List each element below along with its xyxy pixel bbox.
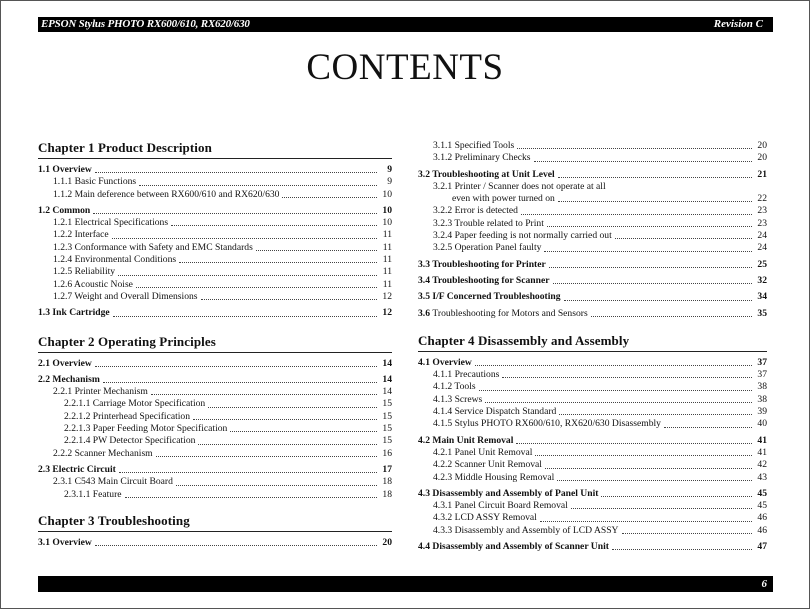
dot-leader — [230, 430, 377, 432]
toc-entry[interactable] — [418, 357, 767, 369]
toc-entry[interactable] — [38, 423, 392, 435]
toc-entry-label: 3.5 I/F Concerned Troubleshooting — [418, 291, 561, 303]
dot-leader — [198, 443, 377, 445]
toc-page-number: 14 — [382, 386, 392, 398]
dot-leader — [622, 532, 753, 534]
toc-page-number: 11 — [382, 254, 392, 266]
toc-entry[interactable] — [38, 164, 392, 176]
toc-page-number: 46 — [757, 512, 767, 524]
toc-entry[interactable] — [38, 266, 392, 278]
toc-entry[interactable] — [418, 242, 767, 254]
dot-leader — [612, 548, 752, 550]
toc-entry-label — [418, 308, 588, 320]
chapter-heading[interactable]: Chapter 2 Operating Principles — [38, 334, 392, 353]
dot-leader — [118, 274, 377, 276]
toc-entry-label: 3.2.5 Operation Panel faulty — [433, 242, 542, 254]
dot-leader — [521, 213, 752, 215]
dot-leader — [282, 196, 377, 198]
toc-entry-label: 1.2.2 Interface — [53, 229, 109, 241]
toc-entry-label: 2.2.1.3 Paper Feeding Motor Specification — [64, 423, 228, 435]
dot-leader — [179, 261, 377, 263]
dot-leader — [547, 225, 752, 227]
toc-page-number: 11 — [382, 266, 392, 278]
toc-entry-label: 4.4 Disassembly and Assembly of Scanner Unit — [418, 541, 609, 553]
toc-entry[interactable] — [38, 242, 392, 254]
toc-entry-label: 1.2.1 Electrical Specifications — [53, 217, 169, 229]
toc-page-number: 32 — [757, 274, 767, 286]
dot-leader — [479, 389, 752, 391]
toc-entry-label: 4.3.1 Panel Circuit Board Removal — [433, 500, 568, 512]
toc-entry[interactable] — [38, 411, 392, 423]
toc-entry[interactable] — [38, 476, 392, 488]
toc-entry[interactable] — [418, 447, 767, 459]
toc-page-number: 38 — [757, 393, 767, 405]
dot-leader — [171, 224, 377, 226]
toc-entry-text: Troubleshooting for Motors and Sensors — [432, 307, 588, 319]
toc-entry[interactable] — [38, 217, 392, 229]
toc-page-number: 18 — [382, 476, 392, 488]
toc-entry-label: 1.2.3 Conformance with Safety and EMC Standards — [53, 241, 253, 253]
toc-page-number: 10 — [382, 217, 392, 229]
toc-entry[interactable] — [418, 275, 767, 287]
toc-page-number: 35 — [757, 307, 767, 319]
dot-leader — [517, 147, 752, 149]
toc-entry[interactable] — [418, 218, 767, 230]
dot-leader — [558, 176, 752, 178]
toc-entry[interactable] — [418, 488, 767, 500]
toc-page-number: 14 — [382, 357, 392, 369]
toc-page-number: 9 — [387, 176, 392, 188]
toc-entry-label: 4.1.4 Service Dispatch Standard — [433, 406, 557, 418]
page-title: CONTENTS — [306, 47, 504, 88]
document-title: EPSON Stylus PHOTO RX600/610, RX620/630 — [41, 18, 250, 30]
chapter-section — [38, 334, 392, 501]
toc-page-number: 18 — [382, 488, 392, 500]
toc-page-number: 46 — [757, 524, 767, 536]
dot-leader — [112, 237, 377, 239]
toc-page-number: 15 — [382, 435, 392, 447]
toc-page-number: 12 — [382, 307, 392, 319]
toc-entry-label: even with power turned on — [452, 193, 555, 205]
toc-entry[interactable] — [38, 307, 392, 319]
toc-entry-label: 4.3.2 LCD ASSY Removal — [433, 512, 537, 524]
toc-page-number: 38 — [757, 381, 767, 393]
toc-entry[interactable] — [38, 448, 392, 460]
toc-entry-label: 2.3.1.1 Feature — [64, 488, 122, 500]
toc-entry-label: 1.2.6 Acoustic Noise — [53, 278, 133, 290]
chapter-heading[interactable]: Chapter 1 Product Description — [38, 140, 392, 159]
toc-entry-label: 4.1.2 Tools — [433, 381, 476, 393]
chapter-section — [418, 140, 767, 320]
toc-entry[interactable] — [418, 259, 767, 271]
toc-page-number: 20 — [757, 140, 767, 151]
dot-leader — [502, 376, 752, 378]
toc-entry[interactable] — [418, 308, 767, 320]
dot-leader — [95, 171, 377, 173]
toc-entry-label: 3.4 Troubleshooting for Scanner — [418, 274, 550, 286]
chapter-heading[interactable]: Chapter 4 Disassembly and Assembly — [418, 333, 767, 352]
toc-page-number: 10 — [382, 204, 392, 216]
toc-entry[interactable] — [38, 374, 392, 386]
dot-leader — [113, 315, 377, 317]
dot-leader — [119, 471, 377, 473]
dot-leader — [558, 200, 752, 202]
toc-entry[interactable] — [418, 381, 767, 393]
toc-entry[interactable] — [418, 140, 767, 152]
toc-entry-label: 1.1.1 Basic Functions — [53, 176, 137, 188]
toc-entry[interactable] — [38, 176, 392, 188]
toc-entry[interactable] — [418, 500, 767, 512]
dot-leader — [125, 496, 377, 498]
toc-entry[interactable] — [38, 254, 392, 266]
toc-entry-label: 4.2 Main Unit Removal — [418, 434, 514, 446]
toc-entry[interactable] — [418, 406, 767, 418]
toc-entry[interactable] — [418, 291, 767, 303]
toc-entry[interactable] — [418, 525, 767, 537]
dot-leader — [545, 467, 752, 469]
dot-leader — [201, 298, 377, 300]
toc-entry[interactable] — [418, 418, 767, 430]
dot-leader — [516, 442, 752, 444]
revision-label: Revision C — [713, 18, 763, 30]
toc-page-number: 45 — [757, 487, 767, 499]
toc-page-number: 14 — [382, 373, 392, 385]
toc-entry-label: 4.2.1 Panel Unit Removal — [433, 446, 533, 458]
toc-entry-label: 4.3.3 Disassembly and Assembly of LCD ASSY — [433, 524, 619, 536]
dot-leader — [193, 418, 377, 420]
chapter-section — [38, 140, 392, 320]
toc-entry-label: 3.2.4 Paper feeding is not normally carried out — [433, 230, 612, 242]
toc-entry[interactable] — [418, 230, 767, 242]
toc-page-number: 12 — [382, 290, 392, 302]
toc-entry-label: 1.2.4 Environmental Conditions — [53, 254, 177, 266]
toc-page-number: 40 — [757, 418, 767, 430]
toc-entry[interactable] — [38, 398, 392, 410]
toc-page-number: 15 — [382, 398, 392, 410]
toc-entry[interactable] — [38, 358, 392, 370]
toc-page-number: 15 — [382, 410, 392, 422]
dot-leader — [208, 406, 377, 408]
toc-page-number: 45 — [757, 500, 767, 512]
toc-entry[interactable] — [418, 512, 767, 524]
dot-leader — [156, 455, 377, 457]
toc-entry-label: 2.2.1.4 PW Detector Specification — [64, 435, 196, 447]
toc-entry[interactable] — [418, 169, 767, 181]
toc-entry-label: 2.3.1 C543 Main Circuit Board — [53, 476, 173, 488]
toc-entry-label: 2.2.1.2 Printerhead Specification — [64, 410, 191, 422]
toc-entry-label: 4.1 Overview — [418, 356, 472, 368]
toc-entry[interactable] — [38, 205, 392, 217]
running-footer — [38, 576, 773, 592]
toc-page-number: 16 — [382, 447, 392, 459]
dot-leader — [564, 299, 752, 301]
toc-entry-label: 1.2.7 Weight and Overall Dimensions — [53, 290, 198, 302]
toc-entry[interactable] — [38, 464, 392, 476]
dot-leader — [485, 401, 752, 403]
dot-leader — [601, 495, 752, 497]
chapter-heading[interactable]: Chapter 3 Troubleshooting — [38, 513, 392, 532]
toc-entry-label: 3.1.2 Preliminary Checks — [433, 152, 531, 164]
toc-entry-label: 1.3 Ink Cartridge — [38, 307, 110, 319]
dot-leader — [664, 426, 752, 428]
toc-entry[interactable] — [38, 291, 392, 303]
dot-leader — [256, 249, 377, 251]
chapter-section — [38, 513, 392, 549]
dot-leader — [93, 212, 377, 214]
dot-leader — [95, 365, 377, 367]
toc-right-column — [418, 140, 767, 553]
toc-entry-label: 3.2.1 Printer / Scanner does not operate at all — [433, 180, 606, 192]
toc-page-number: 42 — [757, 459, 767, 471]
toc-page-number: 11 — [382, 229, 392, 241]
toc-entry-label: 3.3 Troubleshooting for Printer — [418, 258, 546, 270]
toc-entry[interactable] — [418, 472, 767, 484]
toc-entry-number: 3.6 — [418, 307, 430, 319]
toc-entry-label: 3.1 Overview — [38, 536, 92, 548]
toc-entry-label: 4.1.3 Screws — [433, 393, 483, 405]
dot-leader — [591, 315, 752, 317]
dot-leader — [534, 160, 752, 162]
dot-leader — [136, 286, 377, 288]
toc-page-number: 23 — [757, 205, 767, 217]
toc-entry[interactable] — [418, 181, 767, 193]
toc-entry-label: 1.2.5 Reliability — [53, 266, 116, 278]
toc-entry-label: 4.2.3 Middle Housing Removal — [433, 471, 555, 483]
dot-leader — [571, 507, 752, 509]
toc-page-number: 37 — [757, 369, 767, 381]
toc-page-number: 41 — [757, 434, 767, 446]
toc-entry-label: 2.3 Electric Circuit — [38, 463, 116, 475]
dot-leader — [557, 479, 752, 481]
toc-page-number: 24 — [757, 242, 767, 254]
toc-page-number: 20 — [757, 152, 767, 164]
toc-page-number: 10 — [382, 188, 392, 200]
toc-entry-label: 4.1.1 Precautions — [433, 369, 500, 381]
toc-page-number: 24 — [757, 230, 767, 242]
dot-leader — [559, 413, 752, 415]
dot-leader — [544, 250, 752, 252]
toc-entry-label: 4.2.2 Scanner Unit Removal — [433, 459, 542, 471]
toc-entry[interactable] — [38, 229, 392, 241]
toc-page-number: 34 — [757, 291, 767, 303]
dot-leader — [540, 520, 752, 522]
dot-leader — [176, 484, 377, 486]
toc-entry[interactable] — [38, 189, 392, 201]
dot-leader — [475, 364, 752, 366]
toc-entry-label: 2.1 Overview — [38, 357, 92, 369]
dot-leader — [553, 282, 753, 284]
toc-page-number: 9 — [387, 164, 392, 175]
toc-entry[interactable] — [38, 386, 392, 398]
running-header — [38, 17, 773, 32]
toc-entry-label: 1.1 Overview — [38, 164, 92, 175]
dot-leader — [615, 237, 752, 239]
toc-page-number: 11 — [382, 241, 392, 253]
toc-entry[interactable] — [418, 435, 767, 447]
dot-leader — [103, 381, 377, 383]
toc-page-number: 20 — [382, 536, 392, 548]
toc-page-number: 22 — [757, 193, 767, 205]
toc-entry[interactable] — [418, 541, 767, 553]
toc-entry-label: 3.2.2 Error is detected — [433, 205, 518, 217]
toc-page-number: 11 — [382, 278, 392, 290]
toc-page-number: 39 — [757, 406, 767, 418]
toc-page-number: 43 — [757, 471, 767, 483]
toc-entry-label: 3.2 Troubleshooting at Unit Level — [418, 168, 555, 180]
toc-entry-label: 2.2.2 Scanner Mechanism — [53, 447, 153, 459]
toc-entry-label: 4.1.5 Stylus PHOTO RX600/610, RX620/630 Disassembly — [433, 418, 661, 430]
toc-page-number: 17 — [382, 463, 392, 475]
page-number: 6 — [761, 578, 767, 590]
toc-entry[interactable] — [418, 459, 767, 471]
toc-entry[interactable] — [38, 537, 392, 549]
toc-entry[interactable] — [418, 369, 767, 381]
toc-page-number: 23 — [757, 217, 767, 229]
toc-page-number: 21 — [757, 168, 767, 180]
toc-entry[interactable] — [418, 394, 767, 406]
toc-page-number: 15 — [382, 423, 392, 435]
toc-entry-label: 2.2.1.1 Carriage Motor Specification — [64, 398, 206, 410]
toc-entry-label: 1.1.2 Main deference between RX600/610 and RX620/630 — [53, 188, 280, 200]
toc-entry-label: 2.2 Mechanism — [38, 373, 100, 385]
dot-leader — [535, 454, 752, 456]
toc-entry[interactable] — [38, 435, 392, 447]
toc-page-number: 47 — [757, 541, 767, 553]
dot-leader — [95, 544, 377, 546]
toc-entry[interactable] — [38, 489, 392, 501]
toc-entry[interactable] — [418, 205, 767, 217]
toc-page-number: 25 — [757, 258, 767, 270]
toc-page-number: 41 — [757, 446, 767, 458]
chapter-section — [418, 333, 767, 553]
dot-leader — [139, 184, 377, 186]
toc-entry[interactable] — [38, 279, 392, 291]
toc-entry-label: 3.1.1 Specified Tools — [433, 140, 515, 151]
toc-entry-label: 2.2.1 Printer Mechanism — [53, 386, 148, 398]
toc-left-column — [38, 140, 392, 549]
toc-entry-continuation[interactable] — [418, 193, 767, 205]
dot-leader — [151, 393, 377, 395]
toc-page-number: 37 — [757, 356, 767, 368]
toc-entry-label: 4.3 Disassembly and Assembly of Panel Unit — [418, 487, 599, 499]
dot-leader — [549, 266, 752, 268]
toc-entry-label: 3.2.3 Trouble related to Print — [433, 217, 544, 229]
toc-entry-label: 1.2 Common — [38, 204, 91, 216]
toc-entry[interactable] — [418, 152, 767, 164]
